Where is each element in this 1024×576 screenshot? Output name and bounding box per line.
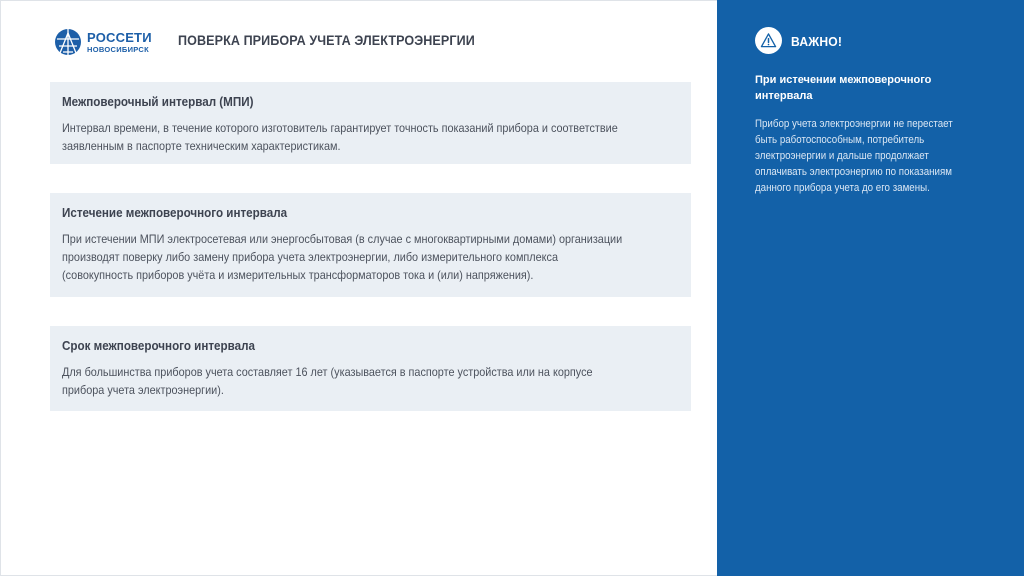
important-subtitle-line: интервала (755, 90, 813, 102)
important-text-line: быть работоспособным, потребитель (755, 134, 925, 146)
important-text-line: Прибор учета электроэнергии не перестает (755, 118, 953, 130)
section-title: Межповерочный интервал (МПИ) (62, 95, 254, 109)
globe-logo-icon (54, 28, 82, 56)
important-panel (717, 0, 1024, 576)
section-card-mpi (50, 82, 691, 164)
important-subtitle (755, 72, 955, 104)
important-text (755, 116, 965, 196)
section-card-expiry (50, 193, 691, 297)
warning-badge (755, 27, 782, 54)
important-text-line: электроэнергии и дальше продолжает (755, 150, 929, 162)
section-text-line: заявленным в паспорте техническим характеристикам. (62, 139, 341, 153)
section-text-line: Для большинства приборов учета составляет 16 лет (указывается в паспорте устройства или на корпусе (62, 365, 593, 379)
section-text-line: При истечении МПИ электросетевая или энергосбытовая (в случае с многоквартирными домами) организации (62, 232, 623, 246)
company-logo (54, 27, 152, 57)
section-text (62, 363, 677, 399)
section-card-term (50, 326, 691, 411)
page-title: ПОВЕРКА ПРИБОРА УЧЕТА ЭЛЕКТРОЭНЕРГИИ (178, 33, 475, 48)
warning-icon (760, 32, 777, 49)
section-text-line: (совокупность приборов учёта и измерительных трансформаторов тока и (или) напряжения). (62, 268, 534, 282)
section-title: Срок межповерочного интервала (62, 339, 255, 353)
section-text-line: производят поверку либо замену прибора учета электроэнергии, либо измерительного комплекса (62, 250, 559, 264)
section-title: Истечение межповерочного интервала (62, 206, 288, 220)
important-text-line: оплачивать электроэнергию по показаниям (755, 166, 952, 178)
section-text (62, 230, 677, 284)
section-text (62, 119, 677, 155)
section-text-line: Интервал времени, в течение которого изготовитель гарантирует точность показаний прибора и соответствие (62, 121, 618, 135)
logo-brand: РОССЕТИ (87, 29, 152, 45)
important-subtitle-line: При истечении межповерочного (755, 74, 932, 86)
important-text-line: данного прибора учета до его замены. (755, 182, 930, 194)
important-heading: ВАЖНО! (791, 34, 843, 49)
section-text-line: прибора учета электроэнергии). (62, 383, 224, 397)
logo-city: НОВОСИБИРСК (87, 44, 150, 54)
